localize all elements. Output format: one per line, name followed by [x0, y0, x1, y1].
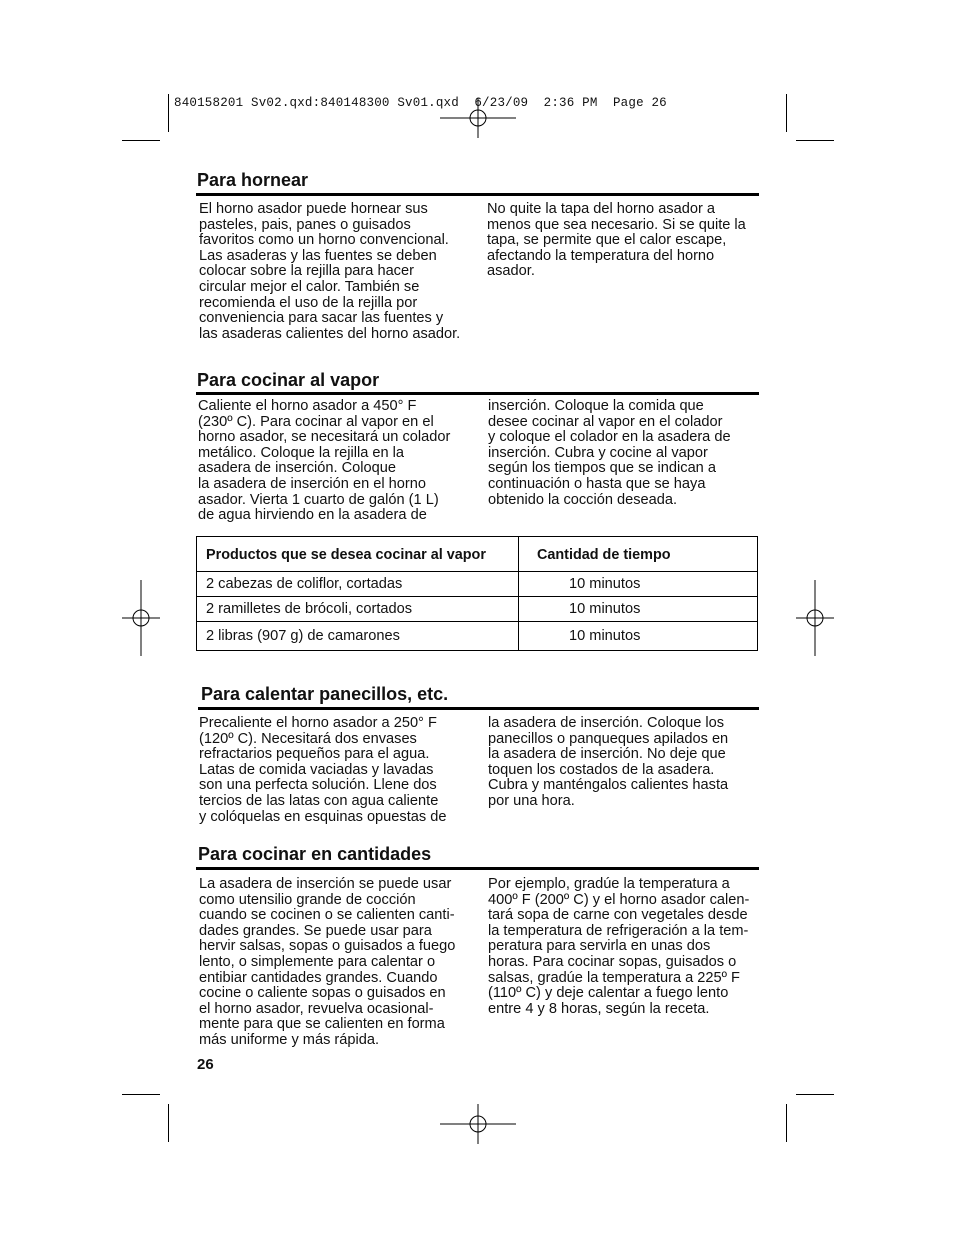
bake-text-left: El horno asador puede hornear sus pasteles, pais, panes o guisados favoritos como un horno convencional. Las asaderas y las fuentes se deben colocar sobre la rejilla para hacer circular mejor el calor. También se recomienda el uso de la rejilla por conveniencia para sacar las fuentes y las asaderas calientes del horno asador. — [199, 201, 461, 342]
registration-mark-right — [796, 580, 834, 656]
table-row — [197, 572, 758, 597]
table-cell-product: 2 libras (907 g) de camarones — [197, 622, 519, 651]
page-number: 26 — [197, 1056, 214, 1073]
quantity-text-right: Por ejemplo, gradúe la temperatura a 400º F (200º C) y el horno asador calen- tará sopa de carne con vegetales desde la temperatura de refrigeración a la tem- peratura para servirla en unas dos horas. Para cocinar sopas, guisados o salsas, gradúe la temperatura a 225º F (110º C) y deje calentar a fuego lento entre 4 y 8 horas, según la receta. — [488, 876, 750, 1017]
table-row — [197, 622, 758, 651]
section-rule — [198, 707, 759, 710]
table-cell-time: 10 minutos — [519, 572, 758, 597]
registration-mark-bottom — [440, 1104, 516, 1144]
section-title-bake: Para hornear — [197, 170, 309, 190]
steam-text-left: Caliente el horno asador a 450° F (230º C). Para cocinar al vapor en el horno asador, se necesitará un colador metálico. Coloque la rejilla en la asadera de inserción. Coloque la asadera de inserción en el horno asador. Vierta 1 cuarto de galón (1 L) de agua hirviendo en la asadera de — [198, 398, 451, 524]
bake-text-right: No quite la tapa del horno asador a menos que sea necesario. Si se quite la tapa, se permite que el calor escape, afectando la temperatura del horno asador. — [487, 201, 746, 280]
table-cell-product: 2 ramilletes de brócoli, cortados — [197, 597, 519, 622]
table-cell-time: 10 minutos — [519, 622, 758, 651]
section-rule — [196, 392, 759, 395]
quantity-text-left: La asadera de inserción se puede usar como utensilio grande de cocción cuando se cocinen o se calienten canti- dades grandes. Se puede usar para hervir salsas, sopas o guisados a fuego lento, o simplemente para calentar o entibiar cantidades grandes. Cuando cocine o caliente sopas o guisados en el horno asador, revuelva ocasional- mente para que se calienten en forma más uniforme y más rápida. — [199, 876, 456, 1048]
section-title-quantity: Para cocinar en cantidades — [198, 844, 432, 864]
table-header-time: Cantidad de tiempo — [519, 537, 758, 572]
table-cell-product: 2 cabezas de coliflor, cortadas — [197, 572, 519, 597]
section-title-rolls: Para calentar panecillos, etc. — [201, 684, 449, 704]
table-cell-time: 10 minutos — [519, 597, 758, 622]
print-slug: 840158201 Sv02.qxd:840148300 Sv01.qxd 6/23/09 2:36 PM Page 26 — [174, 96, 667, 110]
registration-mark-left — [122, 580, 160, 656]
section-rule — [196, 867, 759, 870]
section-title-steam: Para cocinar al vapor — [197, 370, 380, 390]
steam-text-right: inserción. Coloque la comida que desee cocinar al vapor en el colador y coloque el colador en la asadera de inserción. Cubra y cocine al vapor según los tiempos que se indican a continuación o hasta que se haya obtenido la cocción deseada. — [488, 398, 731, 508]
registration-mark-top — [440, 98, 516, 138]
rolls-text-left: Precaliente el horno asador a 250° F (120º C). Necesitará dos envases refractarios pequeños para el agua. Latas de comida vaciadas y lavadas son una perfecta solución. Llene dos tercios de las latas con agua caliente y colóquelas en esquinas opuestas de — [199, 715, 447, 825]
rolls-text-right: la asadera de inserción. Coloque los panecillos o panqueques apilados en la asadera de inserción. No deje que toquen los costados de la asadera. Cubra y manténgalos calientes hasta por una hora. — [488, 715, 729, 809]
steaming-times-table — [196, 536, 758, 651]
section-rule — [196, 193, 759, 196]
table-row — [197, 597, 758, 622]
table-header-product: Productos que se desea cocinar al vapor — [197, 537, 519, 572]
table-header-row — [197, 537, 758, 572]
